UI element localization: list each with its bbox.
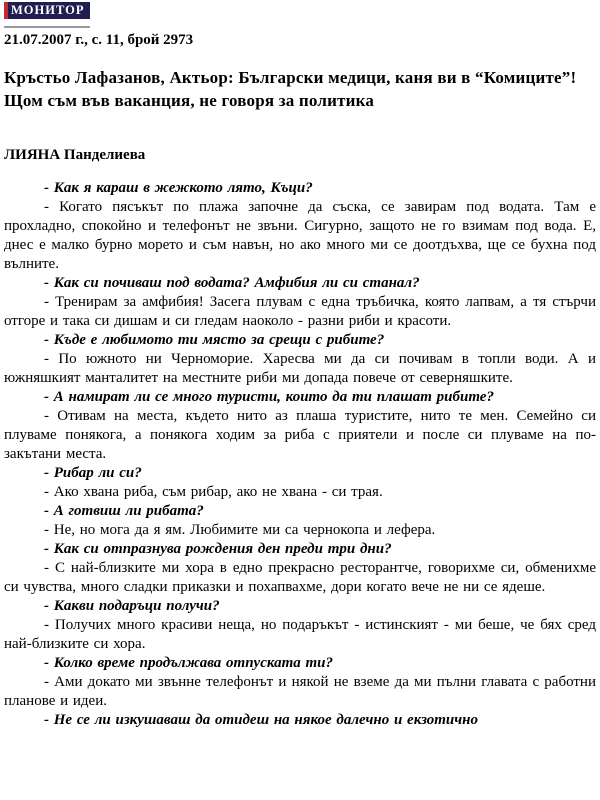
dateline: 21.07.2007 г., с. 11, брой 2973 xyxy=(4,32,194,48)
interview-question: - Какви подаръци получи? xyxy=(44,598,220,614)
interview-question: - Колко време продължава отпуската ти? xyxy=(44,655,334,671)
interview-question: - А готвиш ли рибата? xyxy=(44,503,204,519)
interview-answer: - Получих много красиви неща, но подаръкът - истинският - ми беше, че бях сред най-близките си хора. xyxy=(4,617,596,652)
interview-answer: - Тренирам за амфибия! Засега плувам с една тръбичка, която лапвам, а тя стърчи отгоре и така си дишам и си гледам наоколо - разни риби и красоти. xyxy=(4,294,596,329)
interview-question: - Как я караш в жежкото лято, Къци? xyxy=(44,180,313,196)
interview-answer: - С най-близките ми хора в едно прекрасно ресторантче, говорихме си, обменихме си чувства, много сладки приказки и похапвахме, дори когато вече не ни се ядеше. xyxy=(4,560,596,595)
author-byline: ЛИЯНА Панделиева xyxy=(4,147,146,163)
interview-answer: - Не, но мога да я ям. Любимите ми са чернокопа и лефера. xyxy=(44,522,436,538)
headline-line1: Кръстьо Лафазанов, Актьор: Български медици, каня ви в “Комиците”! xyxy=(4,68,577,87)
masthead xyxy=(4,2,596,49)
headline-line2: Щом съм във ваканция, не говоря за политика xyxy=(4,91,375,110)
interview-question: - Как си почиваш под водата? Амфибия ли си станал? xyxy=(44,275,420,291)
interview-answer: - Ами докато ми звънне телефонът и някой не вземе да ми пълни главата с работни планове и идеи. xyxy=(4,674,596,709)
monitor-logo[interactable] xyxy=(4,2,90,28)
interview-question: - Къде е любимото ти място за срещи с рибите? xyxy=(44,332,385,348)
interview-question: - Как си отпразнува рождения ден преди три дни? xyxy=(44,541,392,557)
interview-answer: - По южното ни Черноморие. Харесва ми да си почивам в топли води. А и южняшкият манталитет на местните риби ми допада повече от северняшките. xyxy=(4,351,596,386)
monitor-logo-box xyxy=(4,2,90,19)
interview-question: - Не се ли изкушаваш да отидеш на някое далечно и екзотично xyxy=(44,712,478,728)
interview-body xyxy=(4,179,596,730)
interview-question: - А намират ли се много туристи, които да ти плашат рибите? xyxy=(44,389,494,405)
logo-text: МОНИТОР xyxy=(11,3,85,17)
interview-answer: - Ако хвана риба, съм рибар, ако не хвана - си трая. xyxy=(44,484,383,500)
headline xyxy=(4,66,596,112)
interview-question: - Рибар ли си? xyxy=(44,465,142,481)
interview-answer: - Отивам на места, където нито аз плаша туристите, нито те мен. Семейно си плуваме понякога, а понякога ходим за риба с приятели и после си плуваме на по-закътани места. xyxy=(4,408,596,462)
interview-answer: - Когато пясъкът по плажа започне да съска, се завирам под водата. Там е прохладно, спокойно и телефонът не звъни. Сигурно, защото не го взимам под вода. Е, днес е малко бурно морето и съм навън, но ако много ми се доотдъхва, ще се бухна под вълните. xyxy=(4,199,596,272)
